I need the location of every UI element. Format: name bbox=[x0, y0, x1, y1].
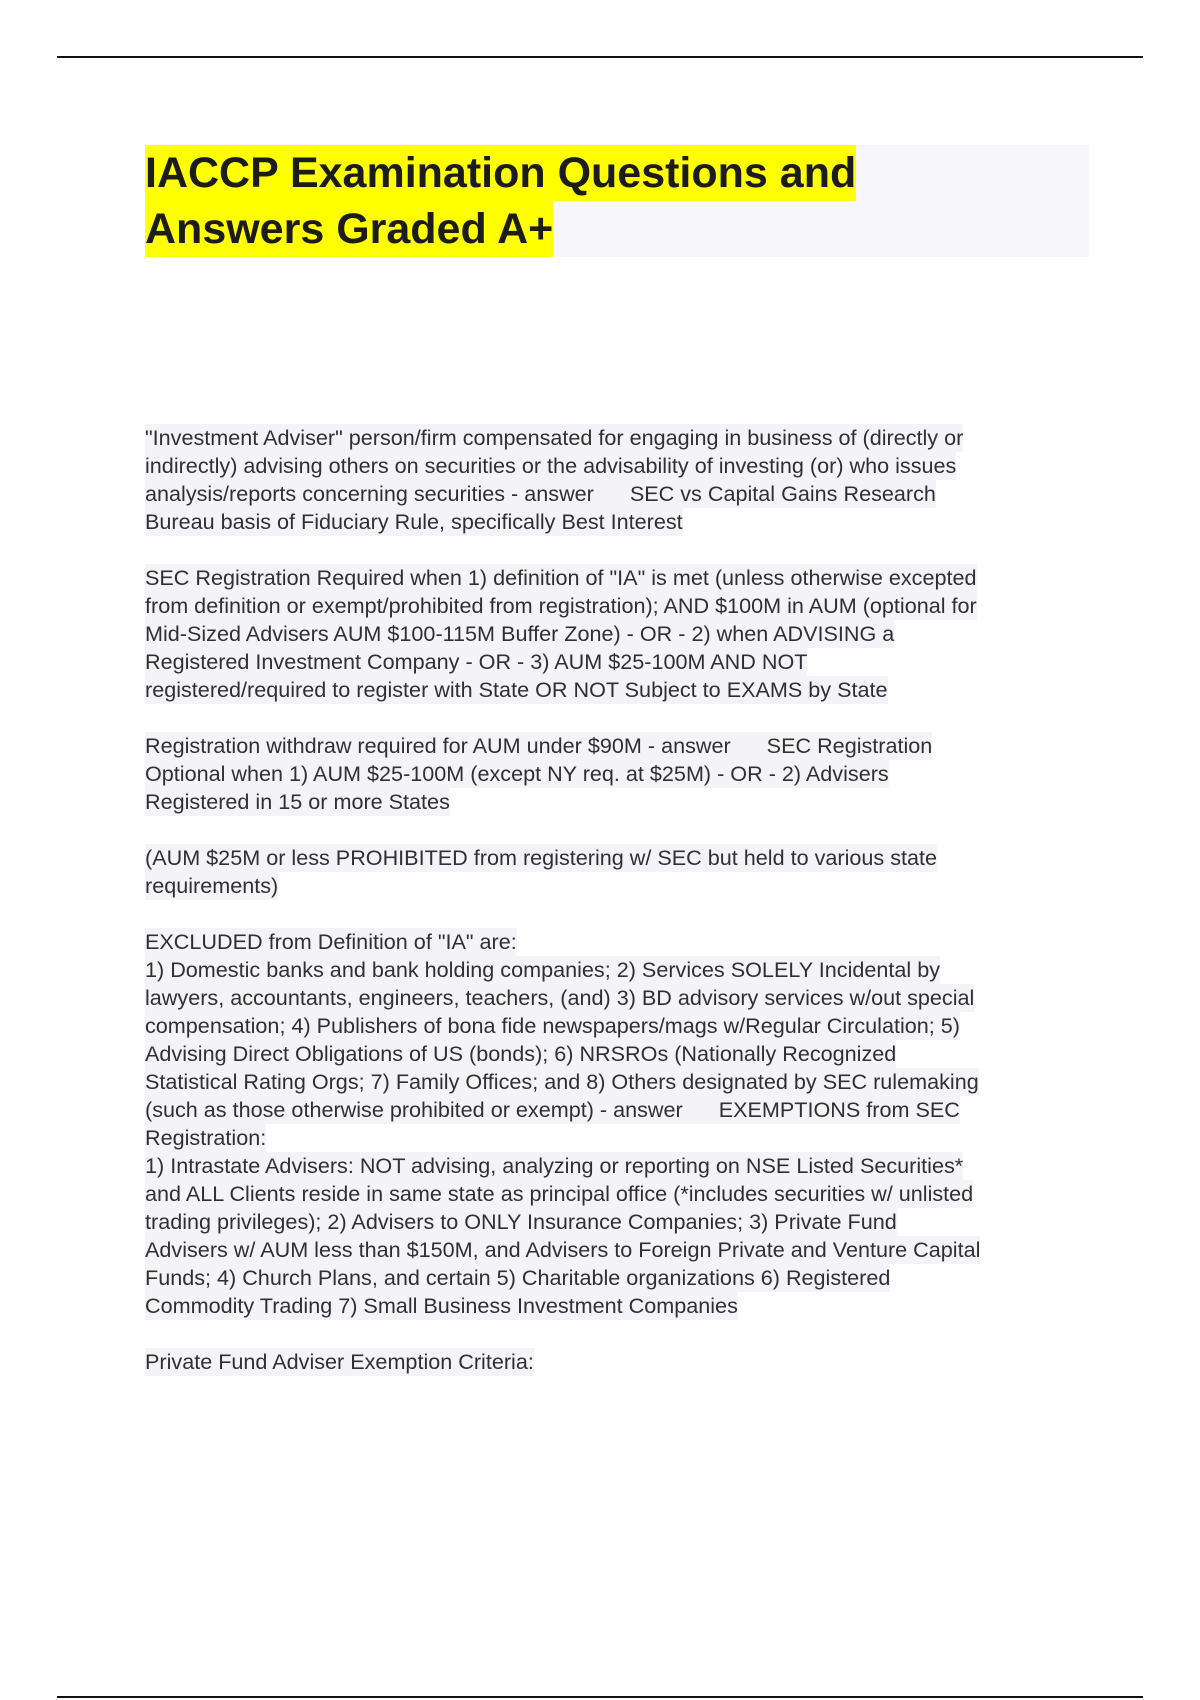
text-line: Funds; 4) Church Plans, and certain 5) Charitable organizations 6) Registered bbox=[145, 1265, 891, 1290]
bottom-rule bbox=[57, 1696, 1143, 1698]
text-line: 1) Domestic banks and bank holding companies; 2) Services SOLELY Incidental by bbox=[145, 957, 941, 982]
qa-paragraph-sec-registration-required bbox=[145, 564, 1085, 704]
text-line: analysis/reports concerning securities - answer SEC vs Capital Gains Research bbox=[145, 481, 936, 506]
text-line: from definition or exempt/prohibited from registration); AND $100M in AUM (optional for bbox=[145, 593, 977, 618]
text-line: requirements) bbox=[145, 873, 279, 898]
text-line: and ALL Clients reside in same state as principal office (*includes securities w/ unlisted bbox=[145, 1181, 974, 1206]
qa-paragraph-investment-adviser bbox=[145, 424, 1085, 536]
text-line: trading privileges); 2) Advisers to ONLY Insurance Companies; 3) Private Fund bbox=[145, 1209, 897, 1234]
qa-paragraph-registration-withdraw bbox=[145, 732, 1085, 816]
qa-paragraph-excluded-from-definition bbox=[145, 928, 1085, 1320]
text-line: indirectly) advising others on securities or the advisability of investing (or) who issues bbox=[145, 453, 957, 478]
text-line: Optional when 1) AUM $25-100M (except NY req. at $25M) - OR - 2) Advisers bbox=[145, 761, 889, 786]
text-line: (AUM $25M or less PROHIBITED from registering w/ SEC but held to various state bbox=[145, 845, 938, 870]
document-title bbox=[145, 145, 1089, 257]
text-line: Mid-Sized Advisers AUM $100-115M Buffer Zone) - OR - 2) when ADVISING a bbox=[145, 621, 895, 646]
text-line: Advising Direct Obligations of US (bonds); 6) NRSROs (Nationally Recognized bbox=[145, 1041, 897, 1066]
text-line: Private Fund Adviser Exemption Criteria: bbox=[145, 1349, 534, 1374]
text-line: compensation; 4) Publishers of bona fide newspapers/mags w/Regular Circulation; 5) bbox=[145, 1013, 960, 1038]
text-line: Statistical Rating Orgs; 7) Family Offices; and 8) Others designated by SEC rulemaking bbox=[145, 1069, 979, 1094]
text-line: EXCLUDED from Definition of "IA" are: bbox=[145, 929, 517, 954]
text-line: Registration: bbox=[145, 1125, 267, 1150]
qa-paragraph-aum-prohibited bbox=[145, 844, 1085, 900]
text-line: registered/required to register with State OR NOT Subject to EXAMS by State bbox=[145, 677, 888, 702]
text-line: Bureau basis of Fiduciary Rule, specifically Best Interest bbox=[145, 509, 683, 534]
text-line: SEC Registration Required when 1) definition of "IA" is met (unless otherwise excepted bbox=[145, 565, 977, 590]
top-rule bbox=[57, 56, 1143, 58]
text-line: (such as those otherwise prohibited or exempt) - answer EXEMPTIONS from SEC bbox=[145, 1097, 960, 1122]
document-body bbox=[145, 424, 1085, 1404]
text-line: Registered Investment Company - OR - 3) AUM $25-100M AND NOT bbox=[145, 649, 808, 674]
text-line: Registration withdraw required for AUM under $90M - answer SEC Registration bbox=[145, 733, 933, 758]
text-line: 1) Intrastate Advisers: NOT advising, analyzing or reporting on NSE Listed Securities* bbox=[145, 1153, 964, 1178]
text-line: Commodity Trading 7) Small Business Investment Companies bbox=[145, 1293, 738, 1318]
text-line: lawyers, accountants, engineers, teachers, (and) 3) BD advisory services w/out special bbox=[145, 985, 975, 1010]
title-line-1: IACCP Examination Questions and bbox=[145, 145, 856, 201]
qa-paragraph-private-fund-adviser bbox=[145, 1348, 1085, 1376]
text-line: Advisers w/ AUM less than $150M, and Advisers to Foreign Private and Venture Capital bbox=[145, 1237, 981, 1262]
text-line: Registered in 15 or more States bbox=[145, 789, 450, 814]
text-line: "Investment Adviser" person/firm compensated for engaging in business of (directly or bbox=[145, 425, 964, 450]
title-line-2: Answers Graded A+ bbox=[145, 201, 553, 257]
